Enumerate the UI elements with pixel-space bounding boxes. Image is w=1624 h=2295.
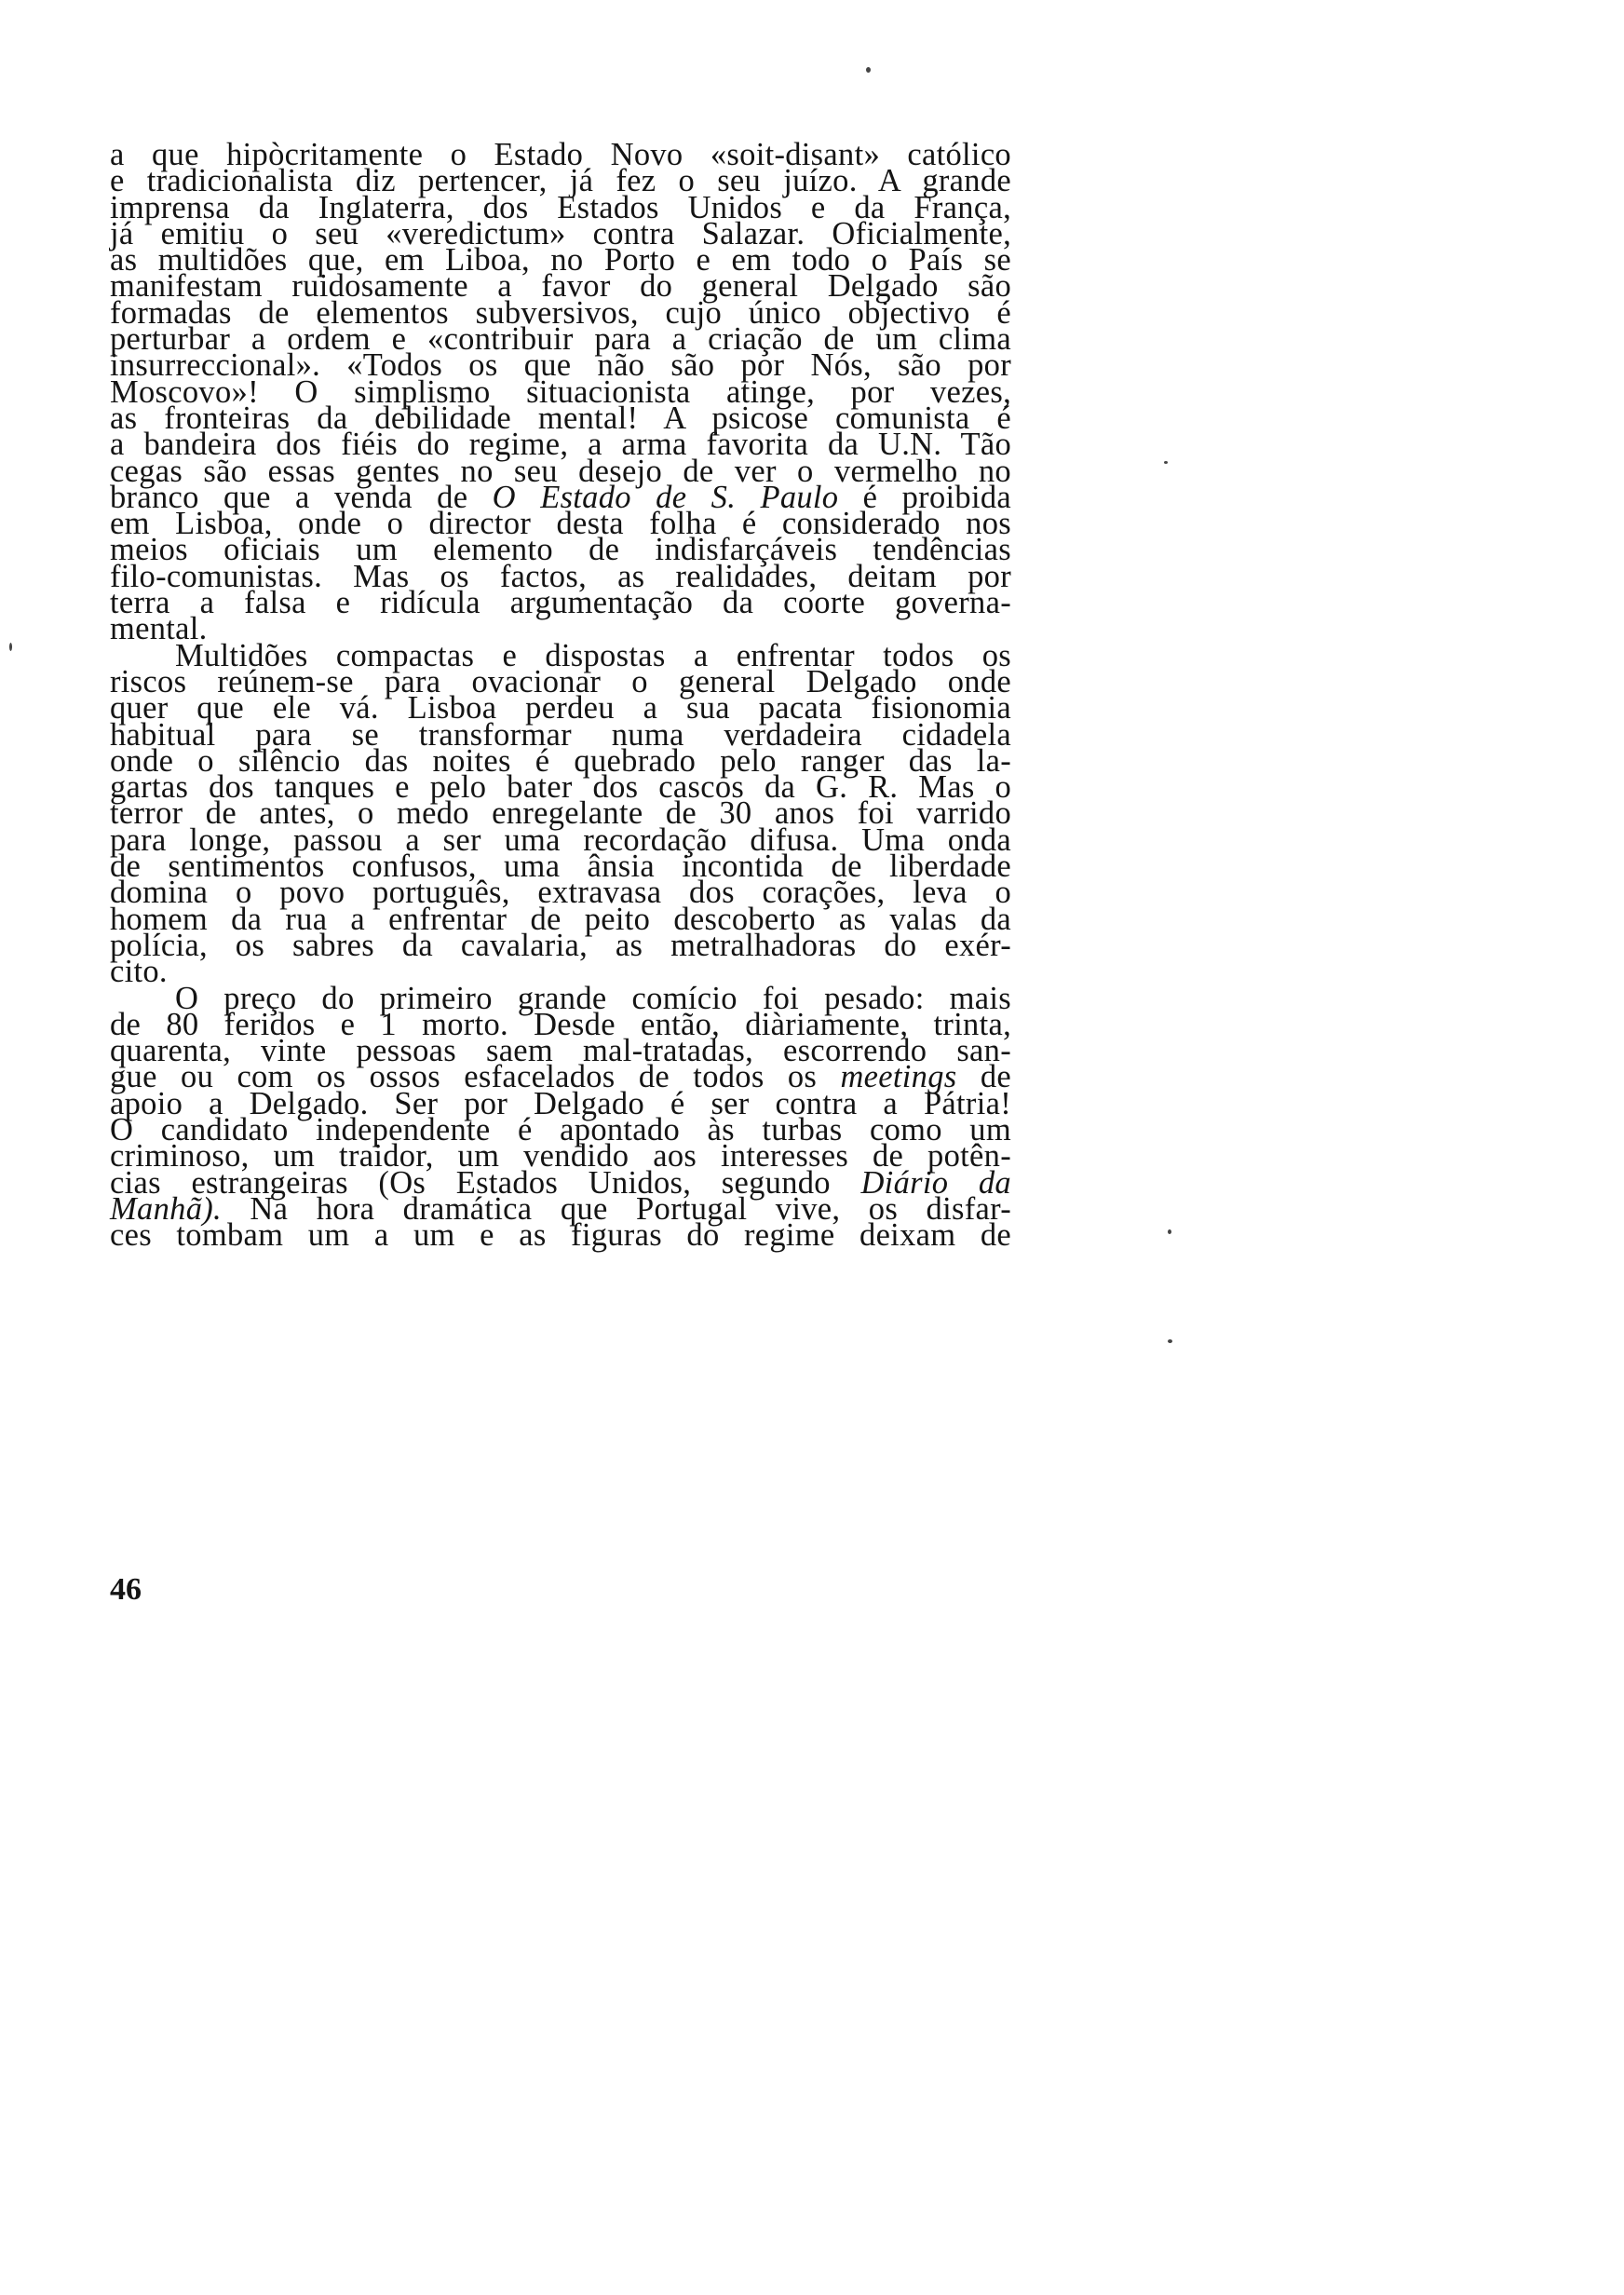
italic-title: O Estado de S. Paulo (492, 479, 839, 515)
text-line (110, 1217, 1011, 1254)
scan-speck (1168, 1339, 1172, 1343)
text-segment: cias estrangeiras (Os Estados Unidos, segundo (110, 1164, 861, 1201)
body-text (110, 137, 1011, 1254)
text-segment: formadas de elementos subversivos, cujo único objectivo é (110, 294, 1011, 331)
page-number: 46 (110, 1572, 142, 1607)
text-segment: quer que ele vá. Lisboa perdeu a sua pacata fisionomia (110, 690, 1011, 727)
text-segment: já emitiu o seu «veredictum» contra Salazar. Oficialmente, (110, 215, 1011, 251)
text-segment: terror de antes, o medo enregelante de 30 anos foi varrido (110, 795, 1011, 832)
text-segment: O preço do primeiro grande comício foi pesado: mais (175, 980, 1011, 1016)
text-segment: imprensa da Inglaterra, dos Estados Unidos e da França, (110, 189, 1011, 225)
scan-speck (866, 67, 871, 73)
text-segment: manifestam ruidosamente a favor do general Delgado são (110, 268, 1011, 305)
text-segment: criminoso, um traidor, um vendido aos interesses de potên- (110, 1138, 1011, 1175)
text-line (110, 585, 1011, 621)
text-segment: gartas dos tanques e pelo bater dos cascos da G. R. Mas o (110, 769, 1011, 806)
text-segment: O candidato independente é apontado às turbas como um (110, 1111, 1011, 1148)
text-segment: habitual para se transformar numa verdadeira cidadela (110, 716, 1011, 753)
text-segment: polícia, os sabres da cavalaria, as metralhadoras do exér- (110, 927, 1011, 963)
text-segment: Multidões compactas e dispostas a enfrentar todos os (175, 637, 1011, 673)
text-segment: insurreccional». «Todos os que não são por Nós, são por (110, 347, 1011, 384)
text-segment: onde o silêncio das noites é quebrado pelo ranger das la- (110, 742, 1011, 779)
text-segment: perturbar a ordem e «contribuir para a criação de um clima (110, 321, 1011, 358)
text-segment: apoio a Delgado. Ser por Delgado é ser contra a Pátria! (110, 1085, 1011, 1121)
italic-title: meetings (840, 1059, 957, 1095)
text-segment: terra a falsa e ridícula argumentação da coorte governa- (110, 585, 1011, 621)
text-segment: Moscovo»! O simplismo situacionista atinge, por vezes, (110, 373, 1011, 410)
text-segment: meios oficiais um elemento de indisfarçáveis tendências (110, 532, 1011, 568)
text-segment: e tradicionalista diz pertencer, já fez o seu juízo. A grande (110, 163, 1011, 199)
text-segment: homem da rua a enfrentar de peito descoberto as valas da (110, 901, 1011, 937)
text-segment: branco que a venda de (110, 479, 493, 515)
text-segment: é proibida (838, 479, 1011, 515)
scan-speck (1164, 461, 1168, 464)
text-segment: Na hora dramática que Portugal vive, os disfar- (221, 1190, 1011, 1227)
text-segment: filo-comunistas. Mas os factos, as realidades, deitam por (110, 558, 1011, 594)
text-segment: mental. (110, 611, 208, 647)
text-segment: gue ou com os ossos esfacelados de todos os (110, 1059, 841, 1095)
italic-title: Diário da (860, 1164, 1011, 1201)
text-segment: a que hipòcritamente o Estado Novo «soit-disant» católico (110, 137, 1011, 172)
text-segment: quarenta, vinte pessoas saem mal-tratadas, escorrendo san- (110, 1033, 1011, 1069)
text-segment: cito. (110, 954, 168, 990)
text-segment: domina o povo português, extravasa dos corações, leva o (110, 875, 1011, 911)
scan-speck (1168, 1229, 1171, 1234)
text-segment: para longe, passou a ser uma recordação difusa. Uma onda (110, 822, 1011, 858)
text-segment: cegas são essas gentes no seu desejo de ver o vermelho no (110, 453, 1011, 489)
text-segment: de 80 feridos e 1 morto. Desde então, diàriamente, trinta, (110, 1006, 1011, 1042)
text-segment: em Lisboa, onde o director desta folha é considerado nos (110, 506, 1011, 542)
text-line (110, 927, 1011, 963)
text-segment: ces tombam um a um e as figuras do regime deixam de (110, 1217, 1011, 1254)
scan-speck (9, 643, 12, 651)
text-segment: de (956, 1059, 1011, 1095)
text-segment: de sentimentos confusos, uma ânsia incontida de liberdade (110, 849, 1011, 885)
text-segment: as fronteiras da debilidade mental! A psicose comunista é (110, 400, 1011, 436)
text-segment: as multidões que, em Liboa, no Porto e em todo o País se (110, 242, 1011, 278)
italic-title: Manhã). (110, 1190, 222, 1227)
text-segment: riscos reúnem-se para ovacionar o general Delgado onde (110, 663, 1011, 699)
text-segment: a bandeira dos fiéis do regime, a arma favorita da U.N. Tão (110, 427, 1011, 463)
